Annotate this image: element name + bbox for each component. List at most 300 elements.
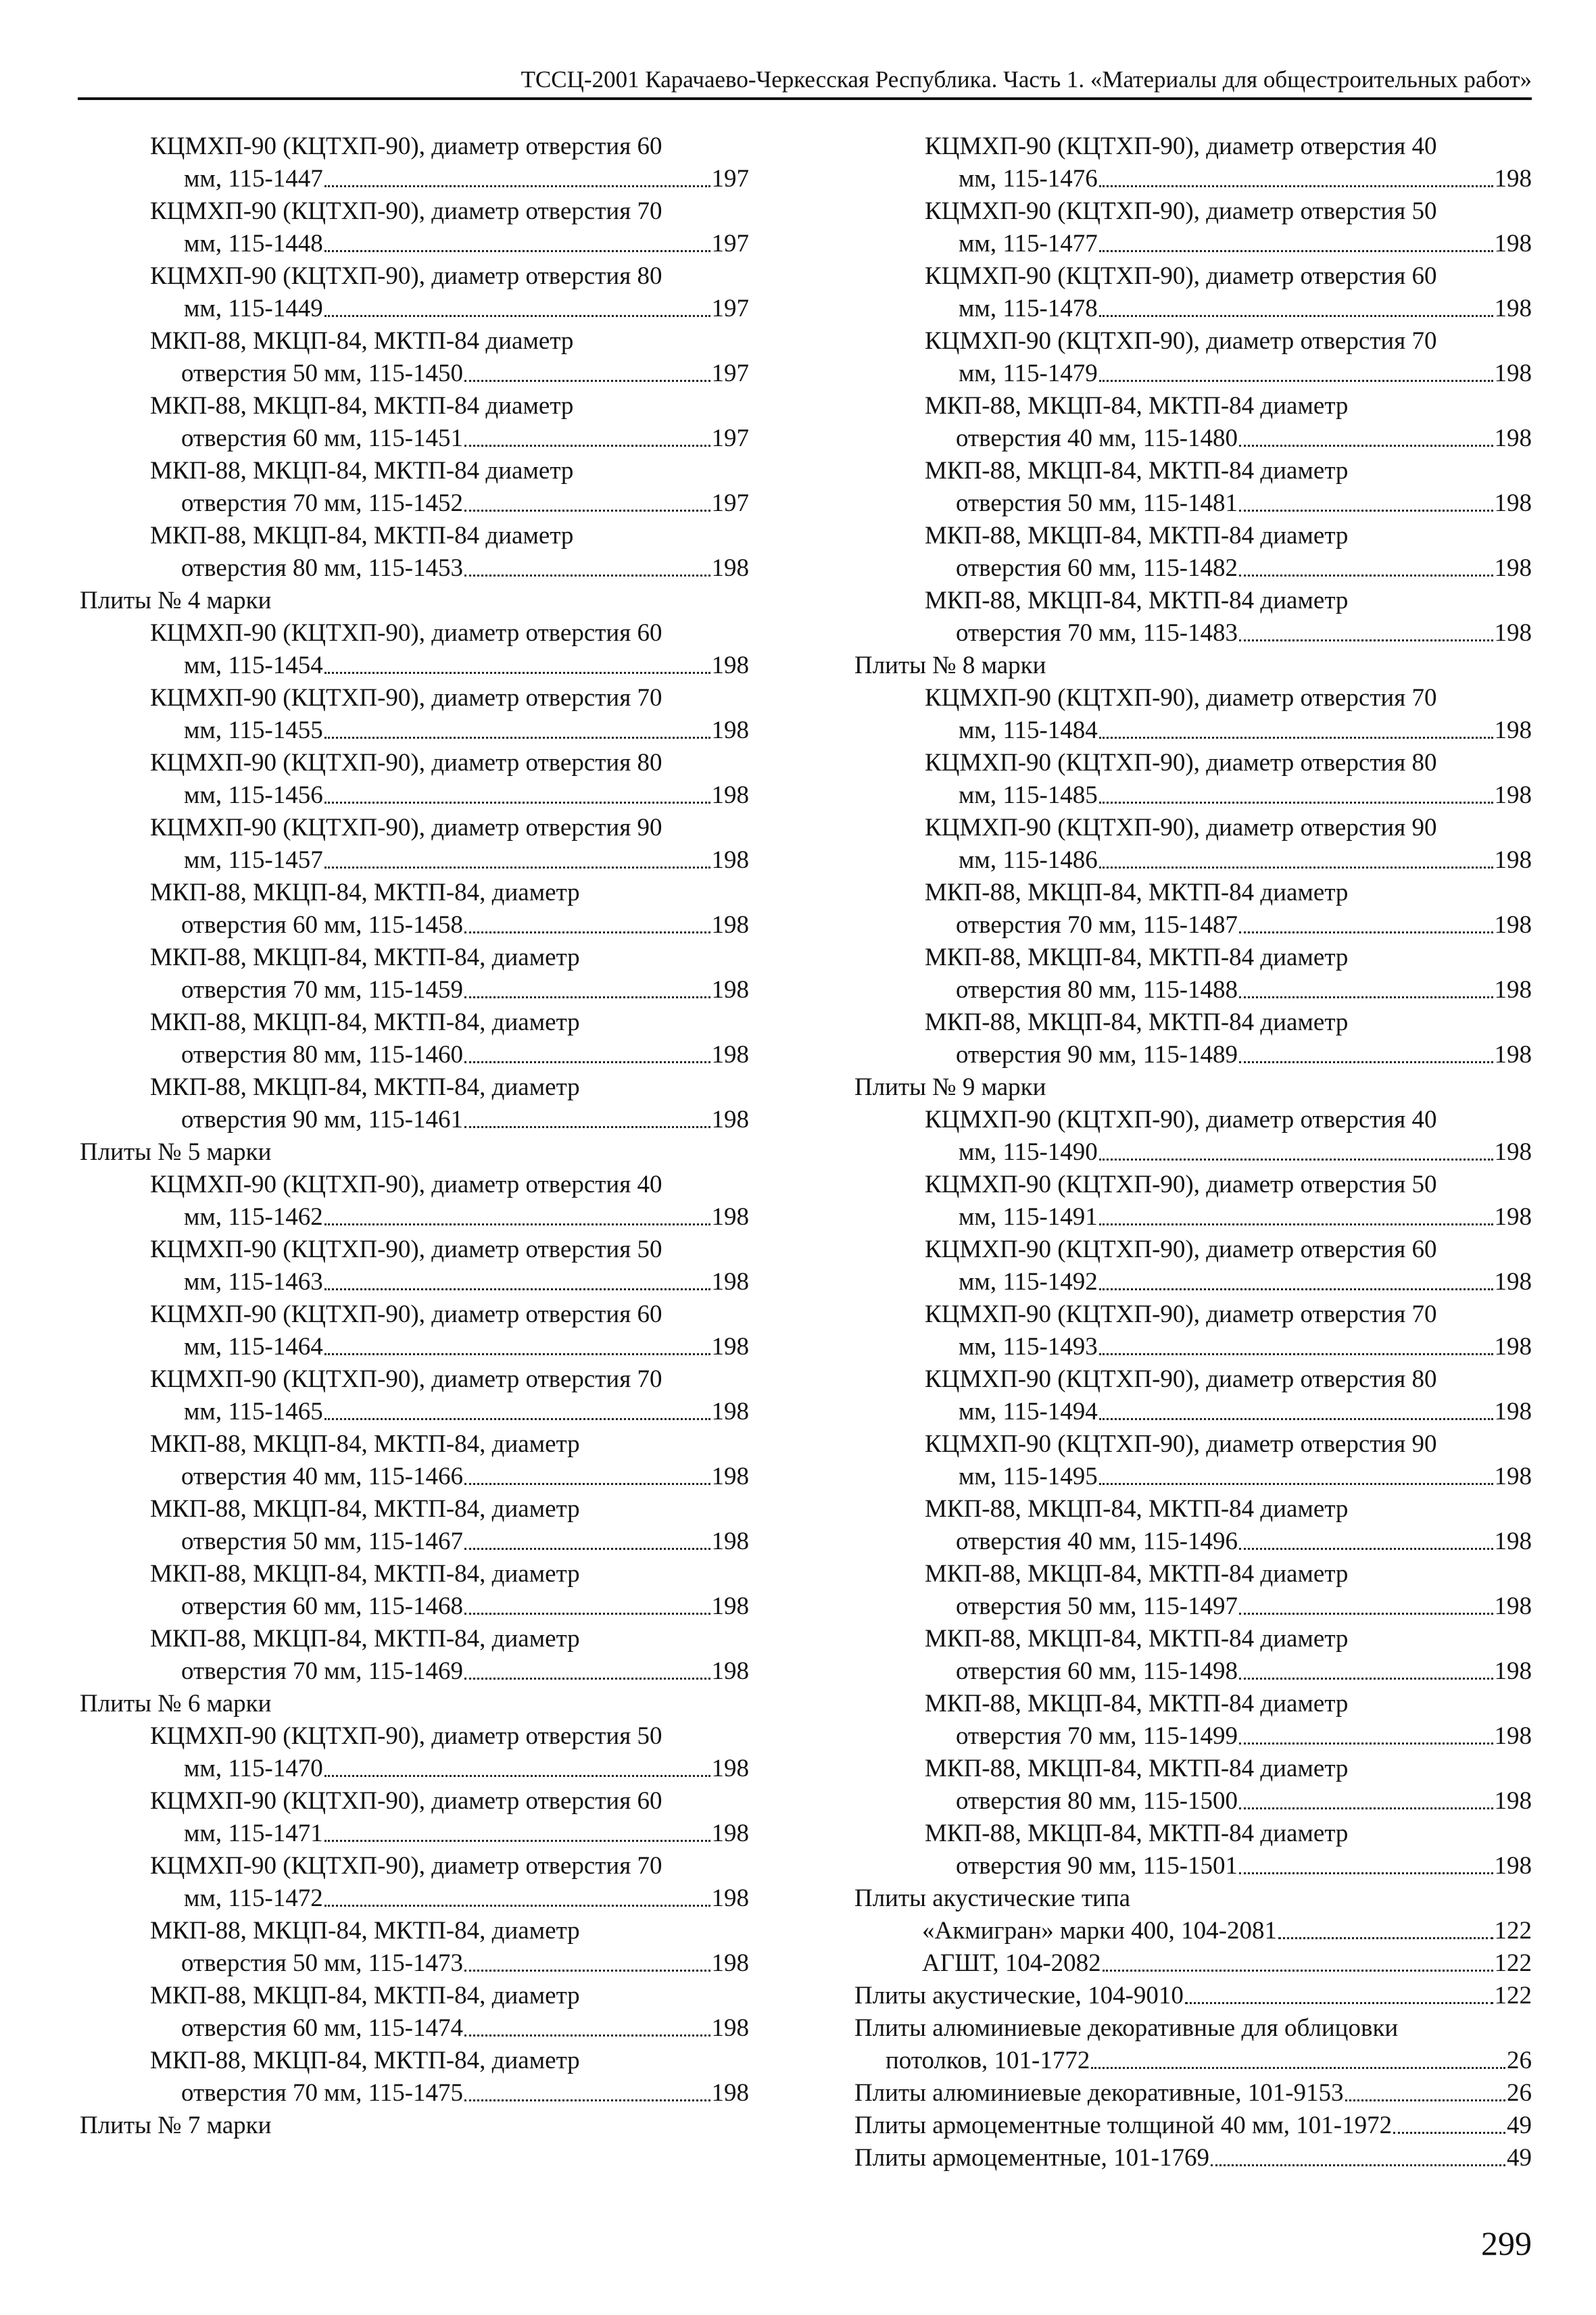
entry-page: 198 bbox=[711, 1398, 749, 1425]
entry-continuation bbox=[854, 1590, 1532, 1623]
entry-page: 198 bbox=[1494, 1787, 1532, 1815]
entry-code: отверстия 70 мм, 115-1483 bbox=[956, 619, 1238, 647]
entry-code: потолков, 101-1772 bbox=[886, 2047, 1090, 2074]
entry-code: мм, 115-1486 bbox=[959, 846, 1098, 874]
dot-leader bbox=[1103, 1970, 1493, 1972]
index-entry bbox=[80, 1720, 749, 1785]
entry-title: МКП-88, МКЦП-84, МКТП-84, диаметр bbox=[150, 1625, 580, 1653]
dot-leader bbox=[1099, 1288, 1493, 1290]
entry-continuation bbox=[80, 358, 749, 390]
entry-text: Плиты армоцементные толщиной 40 мм, 101-1972 bbox=[854, 2112, 1393, 2139]
entry-continuation bbox=[80, 1039, 749, 1071]
entry-page: 197 bbox=[711, 295, 749, 322]
entry-continuation bbox=[854, 617, 1532, 650]
entry-code: «Акмигран» марки 400, 104-2081 bbox=[922, 1917, 1277, 1945]
index-column-right bbox=[854, 130, 1532, 2174]
entry-code: мм, 115-1449 bbox=[184, 295, 323, 322]
entry-code: мм, 115-1494 bbox=[959, 1398, 1098, 1425]
entry-code: мм, 115-1491 bbox=[959, 1203, 1098, 1231]
entry-continuation bbox=[80, 293, 749, 325]
dot-leader bbox=[1099, 1159, 1493, 1161]
entry-title: КЦМХП-90 (КЦТХП-90), диаметр отверстия 70 bbox=[150, 684, 662, 712]
entry-title: КЦМХП-90 (КЦТХП-90), диаметр отверстия 50 bbox=[925, 197, 1437, 225]
dot-leader bbox=[1239, 1548, 1493, 1550]
entry-page: 197 bbox=[711, 424, 749, 452]
dot-leader bbox=[1099, 380, 1493, 382]
entry-continuation bbox=[80, 1655, 749, 1688]
dot-leader bbox=[464, 1061, 710, 1063]
index-entry bbox=[854, 747, 1532, 812]
entry-page: 198 bbox=[711, 1755, 749, 1782]
entry-continuation bbox=[80, 487, 749, 520]
entry-page: 198 bbox=[711, 1268, 749, 1296]
dot-leader bbox=[464, 575, 710, 577]
entry-title: КЦМХП-90 (КЦТХП-90), диаметр отверстия 60 bbox=[925, 262, 1437, 290]
entry-continuation bbox=[80, 2012, 749, 2045]
entry-continuation bbox=[80, 1201, 749, 1234]
dot-leader bbox=[464, 2099, 710, 2101]
dot-leader bbox=[464, 931, 710, 933]
entry-code: отверстия 90 мм, 115-1461 bbox=[181, 1106, 464, 1134]
entry-title: МКП-88, МКЦП-84, МКТП-84, диаметр bbox=[150, 944, 580, 971]
entry-continuation bbox=[80, 650, 749, 682]
dot-leader bbox=[324, 1223, 710, 1225]
entry-continuation bbox=[854, 974, 1532, 1006]
entry-code: отверстия 50 мм, 115-1473 bbox=[181, 1949, 464, 1977]
entry-code: отверстия 70 мм, 115-1452 bbox=[181, 489, 464, 517]
index-entry bbox=[80, 1298, 749, 1363]
entry-code: мм, 115-1463 bbox=[184, 1268, 323, 1296]
entry-code: отверстия 50 мм, 115-1450 bbox=[181, 360, 464, 387]
entry-code: мм, 115-1454 bbox=[184, 652, 323, 679]
dot-leader bbox=[464, 445, 710, 447]
entry-code: отверстия 70 мм, 115-1487 bbox=[956, 911, 1238, 939]
entry-continuation bbox=[80, 844, 749, 877]
dot-leader bbox=[1099, 250, 1493, 252]
entry-continuation bbox=[854, 228, 1532, 260]
entry-code: отверстия 40 мм, 115-1480 bbox=[956, 424, 1238, 452]
entry-page: 198 bbox=[1494, 1852, 1532, 1880]
entry-code: мм, 115-1479 bbox=[959, 360, 1098, 387]
entry-page: 198 bbox=[711, 1820, 749, 1847]
entry-code: мм, 115-1470 bbox=[184, 1755, 323, 1782]
index-entry bbox=[80, 812, 749, 877]
dot-leader bbox=[1185, 2002, 1493, 2004]
dot-leader bbox=[464, 1970, 710, 1972]
entry-continuation bbox=[854, 714, 1532, 747]
entry-code: отверстия 80 мм, 115-1488 bbox=[956, 976, 1238, 1004]
entry-page: 198 bbox=[1494, 360, 1532, 387]
entry-title: МКП-88, МКЦП-84, МКТП-84, диаметр bbox=[150, 1008, 580, 1036]
entry-title: МКП-88, МКЦП-84, МКТП-84 диаметр bbox=[925, 1495, 1349, 1523]
entry-title: МКП-88, МКЦП-84, МКТП-84 диаметр bbox=[150, 522, 574, 550]
index-entry bbox=[80, 520, 749, 585]
entry-continuation bbox=[80, 552, 749, 585]
index-entry bbox=[854, 1688, 1532, 1753]
entry-page: 198 bbox=[711, 911, 749, 939]
entry-title: КЦМХП-90 (КЦТХП-90), диаметр отверстия 70 bbox=[150, 1365, 662, 1393]
entry-code: отверстия 80 мм, 115-1460 bbox=[181, 1041, 464, 1069]
index-heading: Плиты акустические типа bbox=[854, 1884, 1131, 1912]
index-entry bbox=[80, 617, 749, 682]
entry-page: 198 bbox=[1494, 230, 1532, 258]
entry-continuation bbox=[80, 1266, 749, 1298]
index-entry bbox=[854, 130, 1532, 195]
entry-title: КЦМХП-90 (КЦТХП-90), диаметр отверстия 70 bbox=[925, 1300, 1437, 1328]
entry-continuation bbox=[854, 1526, 1532, 1558]
index-entry bbox=[80, 1006, 749, 1071]
entry-page: 197 bbox=[711, 360, 749, 387]
entry-title: МКП-88, МКЦП-84, МКТП-84 диаметр bbox=[925, 1560, 1349, 1588]
entry-code: отверстия 60 мм, 115-1498 bbox=[956, 1657, 1238, 1685]
entry-code: мм, 115-1465 bbox=[184, 1398, 323, 1425]
entry-continuation bbox=[80, 909, 749, 942]
entry-text: Плиты акустические, 104-9010 bbox=[854, 1982, 1184, 2009]
index-entry bbox=[80, 455, 749, 520]
entry-page: 198 bbox=[1494, 1463, 1532, 1490]
entry-code: отверстия 50 мм, 115-1497 bbox=[956, 1592, 1238, 1620]
index-entry bbox=[80, 1169, 749, 1234]
entry-title: КЦМХП-90 (КЦТХП-90), диаметр отверстия 50 bbox=[925, 1171, 1437, 1198]
index-entry bbox=[80, 1234, 749, 1298]
index-entry bbox=[854, 1428, 1532, 1493]
entry-continuation bbox=[80, 1104, 749, 1136]
entry-page: 122 bbox=[1494, 1949, 1532, 1977]
entry-title: КЦМХП-90 (КЦТХП-90), диаметр отверстия 70 bbox=[150, 1852, 662, 1880]
entry-continuation bbox=[80, 779, 749, 812]
entry-continuation bbox=[80, 1590, 749, 1623]
index-entry bbox=[80, 1850, 749, 1915]
entry-continuation bbox=[854, 1720, 1532, 1753]
entry-continuation bbox=[854, 1201, 1532, 1234]
dot-leader bbox=[1099, 1483, 1493, 1485]
dot-leader bbox=[1099, 185, 1493, 187]
entry-code: отверстия 80 мм, 115-1500 bbox=[956, 1787, 1238, 1815]
entry-continuation bbox=[854, 909, 1532, 942]
index-heading: Плиты № 7 марки bbox=[80, 2112, 272, 2139]
index-entry bbox=[80, 942, 749, 1006]
entry-title: КЦМХП-90 (КЦТХП-90), диаметр отверстия 60 bbox=[150, 1787, 662, 1815]
entry-code: мм, 115-1456 bbox=[184, 781, 323, 809]
entry-code: мм, 115-1476 bbox=[959, 165, 1098, 193]
entry-page: 198 bbox=[1494, 976, 1532, 1004]
entry-title: МКП-88, МКЦП-84, МКТП-84 диаметр bbox=[925, 457, 1349, 485]
entry-page: 198 bbox=[711, 1203, 749, 1231]
entry-code: отверстия 60 мм, 115-1451 bbox=[181, 424, 464, 452]
entry-continuation bbox=[80, 1818, 749, 1850]
entry-code: мм, 115-1457 bbox=[184, 846, 323, 874]
index-entry bbox=[854, 390, 1532, 455]
entry-title: МКП-88, МКЦП-84, МКТП-84, диаметр bbox=[150, 1917, 580, 1945]
entry-page: 198 bbox=[711, 976, 749, 1004]
dot-leader bbox=[1239, 639, 1493, 641]
entry-continuation bbox=[854, 163, 1532, 195]
entry-continuation bbox=[854, 422, 1532, 455]
entry-code: отверстия 40 мм, 115-1466 bbox=[181, 1463, 464, 1490]
entry-continuation bbox=[854, 1396, 1532, 1428]
index-entry bbox=[80, 1071, 749, 1136]
entry-continuation bbox=[854, 293, 1532, 325]
entry-continuation bbox=[854, 1461, 1532, 1493]
index-entry bbox=[854, 1234, 1532, 1298]
index-entry bbox=[854, 1169, 1532, 1234]
dot-leader bbox=[324, 672, 710, 674]
entry-title: КЦМХП-90 (КЦТХП-90), диаметр отверстия 60 bbox=[150, 1300, 662, 1328]
index-entry bbox=[80, 260, 749, 325]
entry-continuation bbox=[854, 487, 1532, 520]
index-entry bbox=[80, 1915, 749, 1980]
dot-leader bbox=[464, 1483, 710, 1485]
entry-continuation bbox=[854, 1655, 1532, 1688]
entry-page: 198 bbox=[1494, 1138, 1532, 1166]
entry-title: КЦМХП-90 (КЦТХП-90), диаметр отверстия 80 bbox=[150, 262, 662, 290]
index-entry bbox=[854, 1363, 1532, 1428]
entry-title: КЦМХП-90 (КЦТХП-90), диаметр отверстия 90 bbox=[925, 814, 1437, 842]
entry-continuation bbox=[80, 974, 749, 1006]
entry-code: АГШТ, 104-2082 bbox=[922, 1949, 1101, 1977]
entry-page: 198 bbox=[1494, 424, 1532, 452]
entry-page: 198 bbox=[1494, 165, 1532, 193]
dot-leader bbox=[1091, 2067, 1505, 2069]
entry-continuation bbox=[854, 1915, 1532, 1947]
entry-code: мм, 115-1485 bbox=[959, 781, 1098, 809]
entry-continuation bbox=[80, 2077, 749, 2110]
entry-title: КЦМХП-90 (КЦТХП-90), диаметр отверстия 70 bbox=[925, 327, 1437, 355]
index-entry bbox=[80, 2045, 749, 2110]
entry-continuation bbox=[854, 1039, 1532, 1071]
entry-page: 198 bbox=[711, 1528, 749, 1555]
entry-page: 122 bbox=[1494, 1917, 1532, 1945]
entry-continuation bbox=[80, 1461, 749, 1493]
entry-code: мм, 115-1448 bbox=[184, 230, 323, 258]
entry-title: МКП-88, МКЦП-84, МКТП-84, диаметр bbox=[150, 1495, 580, 1523]
dot-leader bbox=[1239, 445, 1493, 447]
index-entry bbox=[80, 1493, 749, 1558]
dot-leader bbox=[324, 250, 710, 252]
entry-code: отверстия 60 мм, 115-1458 bbox=[181, 911, 464, 939]
index-entry bbox=[854, 1558, 1532, 1623]
index-entry bbox=[854, 195, 1532, 260]
entry-page: 49 bbox=[1507, 2112, 1532, 2139]
entry-continuation bbox=[854, 552, 1532, 585]
entry-code: отверстия 50 мм, 115-1481 bbox=[956, 489, 1238, 517]
dot-leader bbox=[1239, 1678, 1493, 1680]
entry-title: МКП-88, МКЦП-84, МКТП-84, диаметр bbox=[150, 1560, 580, 1588]
entry-title: МКП-88, МКЦП-84, МКТП-84 диаметр bbox=[925, 392, 1349, 420]
dot-leader bbox=[324, 1418, 710, 1420]
dot-leader bbox=[324, 1775, 710, 1777]
index-entry bbox=[80, 682, 749, 747]
entry-title: КЦМХП-90 (КЦТХП-90), диаметр отверстия 50 bbox=[150, 1236, 662, 1263]
index-entry bbox=[80, 325, 749, 390]
entry-page: 198 bbox=[1494, 1528, 1532, 1555]
dot-leader bbox=[464, 1678, 710, 1680]
entry-title: КЦМХП-90 (КЦТХП-90), диаметр отверстия 80 bbox=[925, 1365, 1437, 1393]
index-entry bbox=[854, 1623, 1532, 1688]
dot-leader bbox=[464, 1548, 710, 1550]
entry-page: 198 bbox=[711, 1657, 749, 1685]
entry-code: мм, 115-1464 bbox=[184, 1333, 323, 1361]
entry-title: КЦМХП-90 (КЦТХП-90), диаметр отверстия 60 bbox=[925, 1236, 1437, 1263]
index-entry bbox=[80, 1428, 749, 1493]
entry-continuation bbox=[80, 228, 749, 260]
entry-continuation bbox=[80, 422, 749, 455]
entry-title: КЦМХП-90 (КЦТХП-90), диаметр отверстия 50 bbox=[150, 1722, 662, 1750]
entry-page: 198 bbox=[1494, 1398, 1532, 1425]
dot-leader bbox=[464, 996, 710, 998]
entry-continuation bbox=[80, 714, 749, 747]
entry-continuation bbox=[854, 1266, 1532, 1298]
entry-code: отверстия 70 мм, 115-1499 bbox=[956, 1722, 1238, 1750]
entry-code: мм, 115-1492 bbox=[959, 1268, 1098, 1296]
running-header: ТССЦ-2001 Карачаево-Черкесская Республика. Часть 1. «Материалы для общестроительных работ» bbox=[78, 66, 1532, 100]
entry-page: 198 bbox=[711, 554, 749, 582]
entry-continuation bbox=[854, 844, 1532, 877]
entry-title: КЦМХП-90 (КЦТХП-90), диаметр отверстия 40 bbox=[925, 1106, 1437, 1134]
dot-leader bbox=[1099, 867, 1493, 869]
index-entry bbox=[80, 747, 749, 812]
entry-continuation bbox=[854, 1331, 1532, 1363]
entry-page: 198 bbox=[1494, 781, 1532, 809]
index-entry bbox=[80, 877, 749, 942]
index-entry bbox=[854, 2012, 1532, 2077]
entry-title: КЦМХП-90 (КЦТХП-90), диаметр отверстия 40 bbox=[150, 1171, 662, 1198]
entry-continuation bbox=[854, 2045, 1532, 2077]
entry-code: отверстия 70 мм, 115-1459 bbox=[181, 976, 464, 1004]
entry-title: МКП-88, МКЦП-84, МКТП-84 диаметр bbox=[925, 944, 1349, 971]
index-heading: Плиты № 4 марки bbox=[80, 587, 272, 614]
dot-leader bbox=[324, 1353, 710, 1355]
dot-leader bbox=[1239, 1061, 1493, 1063]
dot-leader bbox=[464, 510, 710, 512]
entry-text: Плиты алюминиевые декоративные, 101-9153 bbox=[854, 2079, 1344, 2107]
entry-title: КЦМХП-90 (КЦТХП-90), диаметр отверстия 60 bbox=[150, 132, 662, 160]
dot-leader bbox=[1239, 1872, 1493, 1874]
entry-title: МКП-88, МКЦП-84, МКТП-84 диаметр bbox=[150, 392, 574, 420]
index-entry bbox=[80, 130, 749, 195]
entry-code: отверстия 40 мм, 115-1496 bbox=[956, 1528, 1238, 1555]
entry-code: мм, 115-1472 bbox=[184, 1884, 323, 1912]
entry-text: Плиты армоцементные, 101-1769 bbox=[854, 2144, 1209, 2172]
index-entry bbox=[854, 455, 1532, 520]
dot-leader bbox=[324, 185, 710, 187]
index-entry bbox=[854, 942, 1532, 1006]
index-entry bbox=[854, 1915, 1532, 1947]
index-entry bbox=[854, 1298, 1532, 1363]
dot-leader bbox=[1239, 996, 1493, 998]
entry-title: КЦМХП-90 (КЦТХП-90), диаметр отверстия 60 bbox=[150, 619, 662, 647]
entry-title: МКП-88, МКЦП-84, МКТП-84, диаметр bbox=[150, 1073, 580, 1101]
entry-title: МКП-88, МКЦП-84, МКТП-84, диаметр bbox=[150, 2047, 580, 2074]
dot-leader bbox=[464, 1126, 710, 1128]
entry-page: 26 bbox=[1507, 2079, 1532, 2107]
dot-leader bbox=[464, 1613, 710, 1615]
index-entry bbox=[854, 585, 1532, 650]
entry-title: МКП-88, МКЦП-84, МКТП-84 диаметр bbox=[925, 1820, 1349, 1847]
entry-code: мм, 115-1447 bbox=[184, 165, 323, 193]
entry-code: отверстия 70 мм, 115-1469 bbox=[181, 1657, 464, 1685]
entry-code: мм, 115-1478 bbox=[959, 295, 1098, 322]
index-entry bbox=[854, 1493, 1532, 1558]
entry-title: Плиты алюминиевые декоративные для облицовки bbox=[854, 2014, 1399, 2042]
index-entry bbox=[854, 2110, 1532, 2142]
entry-continuation bbox=[80, 1331, 749, 1363]
dot-leader bbox=[1239, 1807, 1493, 1809]
dot-leader bbox=[324, 315, 710, 317]
entry-title: КЦМХП-90 (КЦТХП-90), диаметр отверстия 90 bbox=[925, 1430, 1437, 1458]
entry-code: мм, 115-1495 bbox=[959, 1463, 1098, 1490]
entry-title: МКП-88, МКЦП-84, МКТП-84, диаметр bbox=[150, 879, 580, 906]
entry-page: 198 bbox=[1494, 619, 1532, 647]
entry-title: КЦМХП-90 (КЦТХП-90), диаметр отверстия 70 bbox=[925, 684, 1437, 712]
entry-code: мм, 115-1462 bbox=[184, 1203, 323, 1231]
entry-continuation bbox=[80, 1882, 749, 1915]
index-entry bbox=[854, 682, 1532, 747]
entry-code: мм, 115-1490 bbox=[959, 1138, 1098, 1166]
entry-page: 198 bbox=[711, 1333, 749, 1361]
entry-code: отверстия 80 мм, 115-1453 bbox=[181, 554, 464, 582]
entry-page: 198 bbox=[711, 1884, 749, 1912]
entry-page: 198 bbox=[1494, 1722, 1532, 1750]
entry-continuation bbox=[854, 1785, 1532, 1818]
entry-code: мм, 115-1477 bbox=[959, 230, 1098, 258]
entry-continuation bbox=[854, 1850, 1532, 1882]
dot-leader bbox=[1099, 802, 1493, 804]
entry-page: 198 bbox=[711, 2014, 749, 2042]
index-heading: Плиты № 6 марки bbox=[80, 1690, 272, 1717]
index-entry bbox=[854, 1818, 1532, 1882]
index-entry bbox=[80, 390, 749, 455]
entry-continuation bbox=[80, 1753, 749, 1785]
entry-title: МКП-88, МКЦП-84, МКТП-84 диаметр bbox=[925, 1625, 1349, 1653]
entry-code: отверстия 60 мм, 115-1482 bbox=[956, 554, 1238, 582]
index-entry bbox=[854, 1947, 1532, 1980]
dot-leader bbox=[1099, 315, 1493, 317]
index-entry bbox=[854, 260, 1532, 325]
entry-page: 198 bbox=[1494, 1657, 1532, 1685]
index-entry bbox=[80, 1785, 749, 1850]
entry-page: 198 bbox=[711, 1592, 749, 1620]
dot-leader bbox=[1239, 510, 1493, 512]
entry-page: 198 bbox=[1494, 1203, 1532, 1231]
entry-page: 122 bbox=[1494, 1982, 1532, 2009]
index-entry bbox=[80, 1363, 749, 1428]
entry-page: 198 bbox=[1494, 1333, 1532, 1361]
index-heading: Плиты № 5 марки bbox=[80, 1138, 272, 1166]
dot-leader bbox=[1099, 1418, 1493, 1420]
entry-page: 198 bbox=[711, 781, 749, 809]
index-entry bbox=[854, 2077, 1532, 2110]
entry-continuation bbox=[854, 1136, 1532, 1169]
dot-leader bbox=[1099, 1223, 1493, 1225]
entry-page: 198 bbox=[1494, 489, 1532, 517]
entry-page: 198 bbox=[711, 2079, 749, 2107]
index-heading: Плиты № 8 марки bbox=[854, 652, 1046, 679]
index-entry bbox=[80, 1558, 749, 1623]
entry-title: МКП-88, МКЦП-84, МКТП-84 диаметр bbox=[150, 457, 574, 485]
dot-leader bbox=[1239, 931, 1493, 933]
entry-page: 198 bbox=[1494, 1592, 1532, 1620]
entry-page: 197 bbox=[711, 230, 749, 258]
dot-leader bbox=[1345, 2099, 1505, 2101]
entry-continuation bbox=[80, 1947, 749, 1980]
entry-code: отверстия 60 мм, 115-1468 bbox=[181, 1592, 464, 1620]
entry-code: отверстия 60 мм, 115-1474 bbox=[181, 2014, 464, 2042]
entry-title: МКП-88, МКЦП-84, МКТП-84, диаметр bbox=[150, 1982, 580, 2009]
entry-page: 198 bbox=[1494, 554, 1532, 582]
entry-page: 198 bbox=[711, 846, 749, 874]
entry-title: МКП-88, МКЦП-84, МКТП-84 диаметр bbox=[925, 522, 1349, 550]
